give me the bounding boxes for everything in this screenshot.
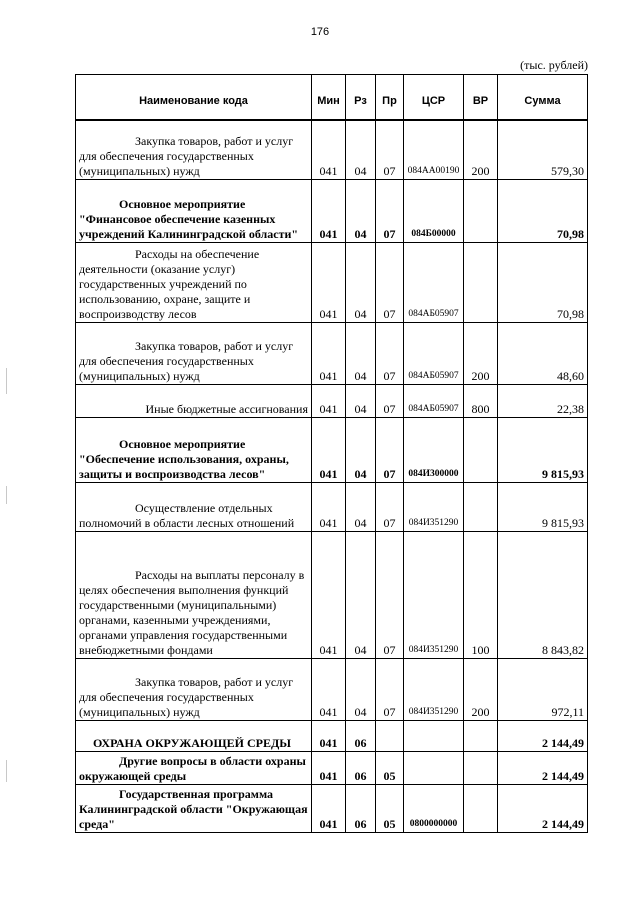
row-vr: 200 [464, 322, 498, 384]
header-pr: Пр [376, 75, 404, 121]
row-sum: 48,60 [498, 322, 588, 384]
row-name: Государственная программа Калининградской области "Окружающая среда" [76, 784, 312, 832]
row-vr [464, 751, 498, 784]
row-min: 041 [312, 384, 346, 417]
row-rz: 04 [346, 120, 376, 179]
row-min: 041 [312, 179, 346, 242]
row-min: 041 [312, 658, 346, 720]
row-min: 041 [312, 720, 346, 751]
row-rz: 04 [346, 417, 376, 482]
row-rz: 06 [346, 784, 376, 832]
row-pr: 05 [376, 751, 404, 784]
row-rz: 06 [346, 751, 376, 784]
table-row [76, 322, 588, 384]
row-name: Закупка товаров, работ и услуг для обеспечения государственных (муниципальных) нужд [76, 658, 312, 720]
row-sum: 8 843,82 [498, 531, 588, 658]
row-vr [464, 784, 498, 832]
row-pr: 07 [376, 531, 404, 658]
row-csr: 084И351290 [404, 482, 464, 531]
row-pr: 07 [376, 482, 404, 531]
row-csr: 084Б00000 [404, 179, 464, 242]
row-vr [464, 720, 498, 751]
row-min: 041 [312, 482, 346, 531]
row-min: 041 [312, 531, 346, 658]
row-sum: 2 144,49 [498, 784, 588, 832]
row-sum: 579,30 [498, 120, 588, 179]
row-min: 041 [312, 784, 346, 832]
row-rz: 04 [346, 531, 376, 658]
row-csr: 0800000000 [404, 784, 464, 832]
row-csr [404, 751, 464, 784]
row-sum: 22,38 [498, 384, 588, 417]
header-vr: ВР [464, 75, 498, 121]
table-row [76, 482, 588, 531]
row-min: 041 [312, 417, 346, 482]
row-rz: 04 [346, 482, 376, 531]
row-name: Иные бюджетные ассигнования [76, 384, 312, 417]
header-rz: Рз [346, 75, 376, 121]
row-sum: 70,98 [498, 179, 588, 242]
table-row [76, 384, 588, 417]
table-row [76, 120, 588, 179]
row-rz: 04 [346, 658, 376, 720]
row-rz: 04 [346, 179, 376, 242]
row-vr [464, 242, 498, 322]
row-sum: 972,11 [498, 658, 588, 720]
row-pr: 07 [376, 120, 404, 179]
table-row [76, 179, 588, 242]
row-pr: 07 [376, 242, 404, 322]
row-csr: 084И300000 [404, 417, 464, 482]
row-vr [464, 417, 498, 482]
row-csr: 084АБ05907 [404, 242, 464, 322]
row-sum: 2 144,49 [498, 720, 588, 751]
row-name: Основное мероприятие "Обеспечение использования, охраны, защиты и воспроизводства лесов" [76, 417, 312, 482]
row-sum: 9 815,93 [498, 417, 588, 482]
header-csr: ЦСР [404, 75, 464, 121]
row-min: 041 [312, 322, 346, 384]
table-row [76, 417, 588, 482]
row-name: Расходы на обеспечение деятельности (оказание услуг) государственных учреждений по использованию, охране, защите и воспроизводству лесов [76, 242, 312, 322]
table-header-row [76, 75, 588, 121]
row-pr: 07 [376, 417, 404, 482]
row-rz: 06 [346, 720, 376, 751]
row-csr [404, 720, 464, 751]
row-csr: 084И351290 [404, 658, 464, 720]
row-vr [464, 482, 498, 531]
row-sum: 9 815,93 [498, 482, 588, 531]
row-name: Закупка товаров, работ и услуг для обеспечения государственных (муниципальных) нужд [76, 322, 312, 384]
scan-margin-mark [6, 368, 7, 394]
row-min: 041 [312, 242, 346, 322]
row-pr: 07 [376, 179, 404, 242]
header-name: Наименование кода [76, 75, 312, 121]
units-note: (тыс. рублей) [520, 58, 588, 72]
row-vr: 100 [464, 531, 498, 658]
row-rz: 04 [346, 384, 376, 417]
scan-margin-mark [6, 760, 7, 782]
row-vr: 200 [464, 658, 498, 720]
row-sum: 70,98 [498, 242, 588, 322]
row-min: 041 [312, 120, 346, 179]
table-row [76, 784, 588, 832]
table-row [76, 720, 588, 751]
table-row [76, 531, 588, 658]
row-name: Закупка товаров, работ и услуг для обеспечения государственных (муниципальных) нужд [76, 120, 312, 179]
row-csr: 084АА00190 [404, 120, 464, 179]
row-csr: 084АБ05907 [404, 384, 464, 417]
row-min: 041 [312, 751, 346, 784]
row-pr: 07 [376, 384, 404, 417]
header-min: Мин [312, 75, 346, 121]
row-name: Другие вопросы в области охраны окружающей среды [76, 751, 312, 784]
row-pr [376, 720, 404, 751]
scan-margin-mark [6, 486, 7, 504]
row-sum: 2 144,49 [498, 751, 588, 784]
row-name: Осуществление отдельных полномочий в области лесных отношений [76, 482, 312, 531]
row-vr [464, 179, 498, 242]
row-name: Основное мероприятие "Финансовое обеспечение казенных учреждений Калининградской области" [76, 179, 312, 242]
row-vr: 200 [464, 120, 498, 179]
row-vr: 800 [464, 384, 498, 417]
row-csr: 084АБ05907 [404, 322, 464, 384]
row-csr: 084И351290 [404, 531, 464, 658]
header-sum: Сумма [498, 75, 588, 121]
row-rz: 04 [346, 322, 376, 384]
table-row [76, 242, 588, 322]
table-row [76, 751, 588, 784]
budget-table [75, 74, 588, 833]
row-name: Расходы на выплаты персоналу в целях обеспечения выполнения функций государственными (муниципальными) органами, казенными учреждениями, органами управления государственными внебюджетными фондами [76, 531, 312, 658]
row-pr: 05 [376, 784, 404, 832]
page-number: 176 [310, 26, 330, 38]
row-name: ОХРАНА ОКРУЖАЮЩЕЙ СРЕДЫ [76, 720, 312, 751]
row-pr: 07 [376, 658, 404, 720]
row-pr: 07 [376, 322, 404, 384]
table-row [76, 658, 588, 720]
row-rz: 04 [346, 242, 376, 322]
